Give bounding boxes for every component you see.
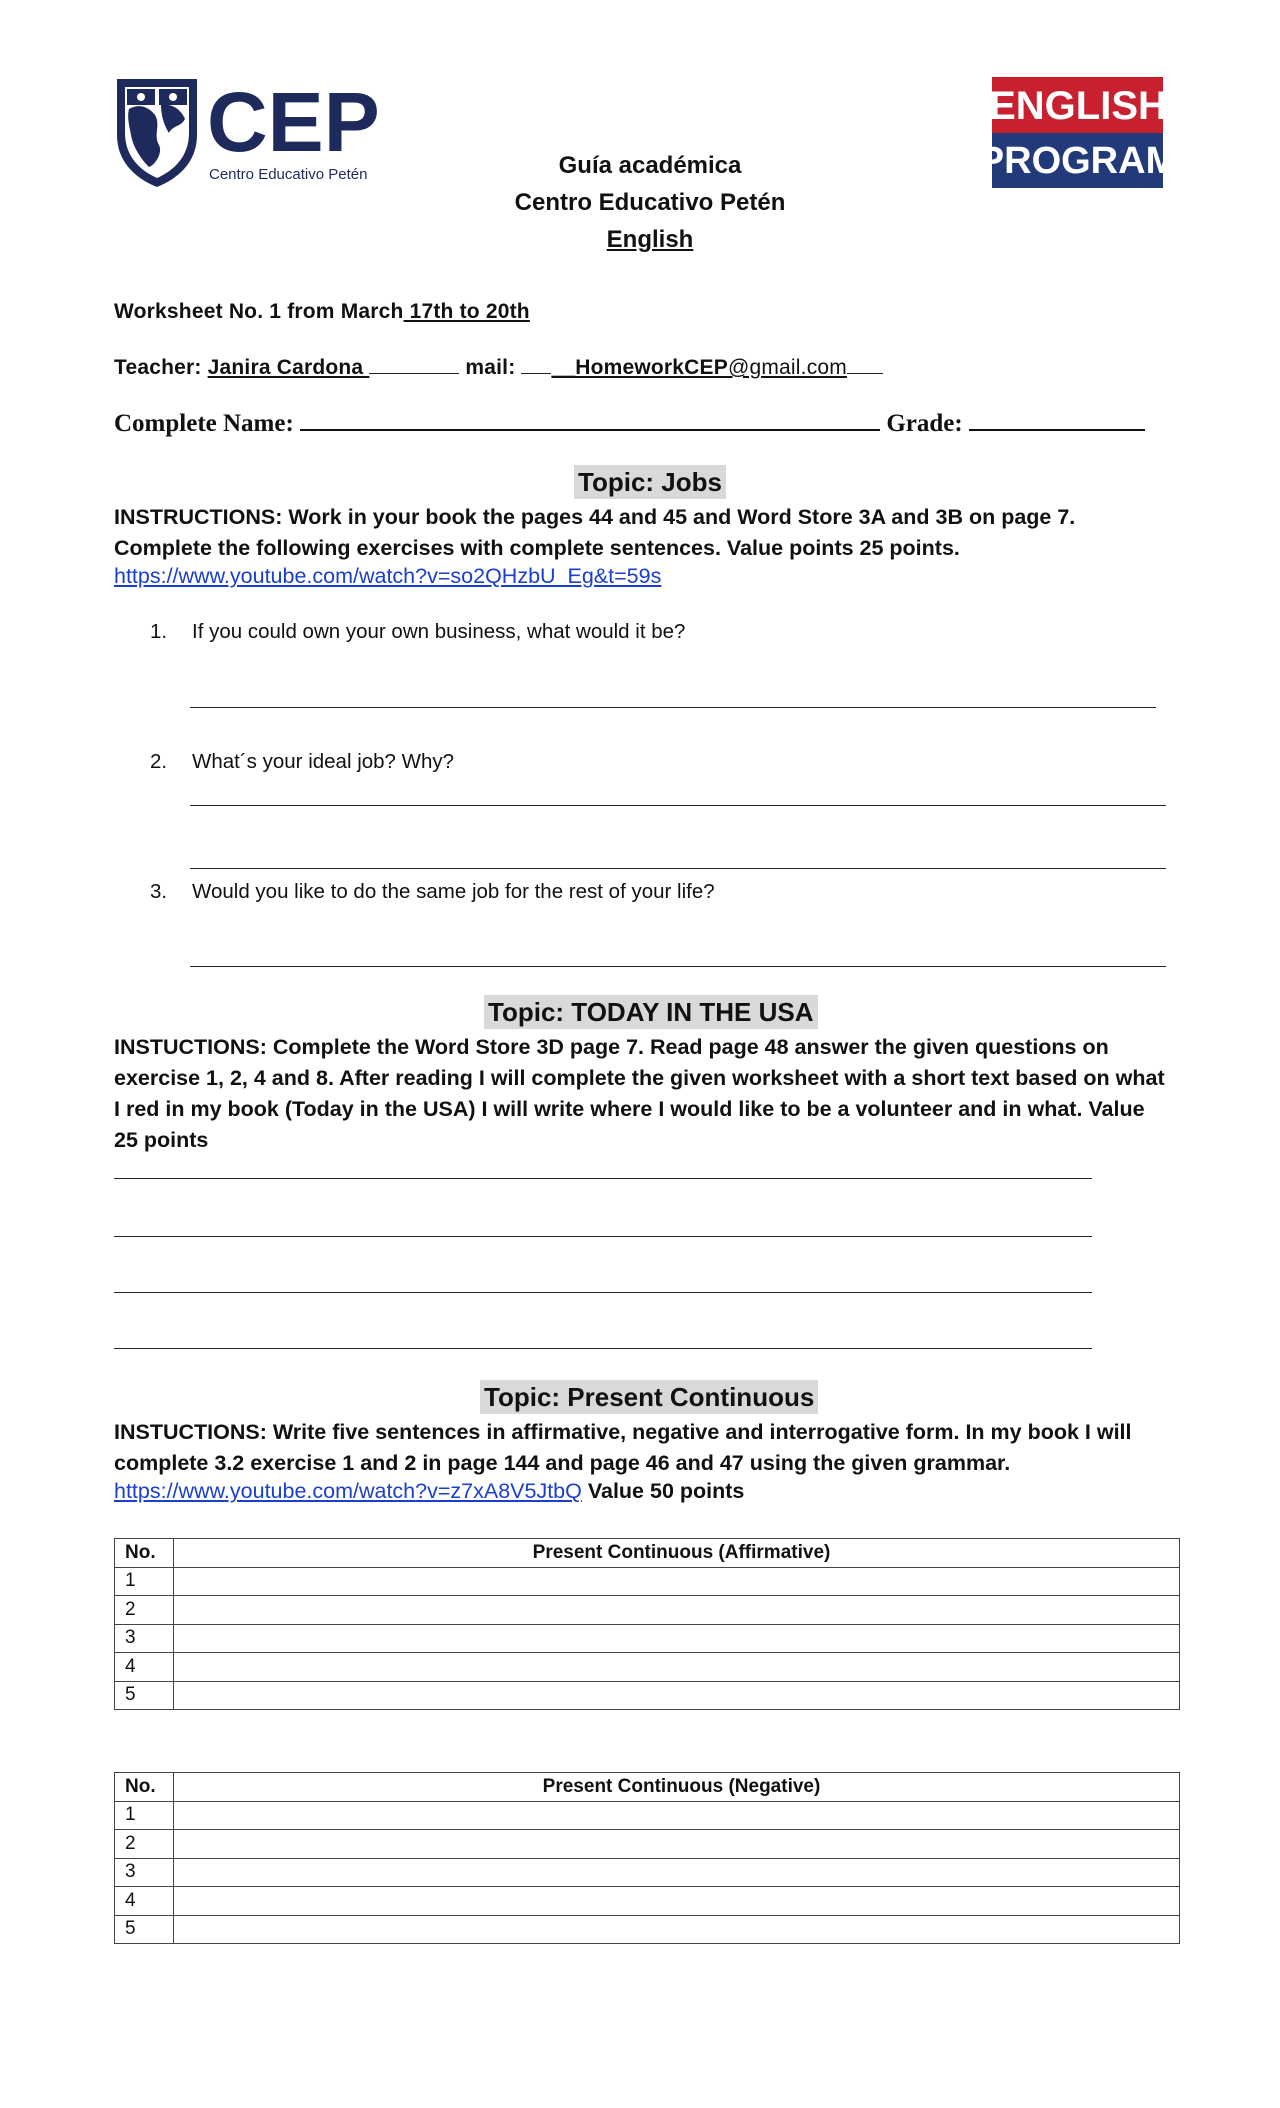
answer-line[interactable]	[190, 868, 1166, 869]
pc-value: Value 50 points	[581, 1479, 745, 1503]
writing-line[interactable]	[114, 1348, 1092, 1349]
table-row: 4	[115, 1653, 1180, 1682]
name-field[interactable]	[300, 429, 880, 431]
teacher-blank	[369, 373, 459, 374]
answer-line[interactable]	[190, 966, 1166, 967]
table-header-no: No.	[115, 1773, 174, 1802]
writing-line[interactable]	[114, 1178, 1092, 1179]
answer-cell[interactable]	[174, 1567, 1180, 1596]
answer-cell[interactable]	[174, 1887, 1180, 1916]
title-school: Centro Educativo Petén	[514, 189, 786, 216]
mail-label: mail:	[459, 356, 522, 379]
answer-cell[interactable]	[174, 1801, 1180, 1830]
table-row: 4	[115, 1887, 1180, 1916]
grade-field[interactable]	[969, 429, 1145, 431]
table-row: 2	[115, 1596, 1180, 1625]
jobs-instructions: INSTRUCTIONS: Work in your book the pages 44 and 45 and Word Store 3A and 3B on page 7. Complete the following exercises with complete sentences. Value points 25 points.	[114, 505, 1076, 560]
answer-cell[interactable]	[174, 1596, 1180, 1625]
title-guia: Guía académica	[558, 152, 742, 179]
grade-label: Grade:	[880, 410, 969, 437]
topic-present-continuous: Topic: Present Continuous	[480, 1380, 818, 1414]
cep-logo	[115, 75, 380, 190]
negative-table	[114, 1772, 1180, 1944]
mail-blank	[521, 373, 551, 374]
answer-cell[interactable]	[174, 1830, 1180, 1859]
worksheet-dates: 17th to 20th	[403, 300, 530, 323]
table-header-affirmative: Present Continuous (Affirmative)	[174, 1539, 1180, 1568]
answer-cell[interactable]	[174, 1681, 1180, 1710]
usa-instructions: INSTUCTIONS: Complete the Word Store 3D page 7. Read page 48 answer the given questions on exercise 1, 2, 4 and 8. After reading I will complete the given worksheet with a short text based on what I red in my book (Today in the USA) I will write where I would like to be a volunteer and in what. Value 25 points	[114, 1035, 1165, 1152]
affirmative-table	[114, 1538, 1180, 1710]
table-row: 1	[115, 1801, 1180, 1830]
logo-text: CEP	[207, 75, 380, 169]
complete-name-line	[114, 410, 1145, 438]
writing-line[interactable]	[114, 1292, 1092, 1293]
worksheet-line	[114, 300, 530, 324]
answer-line[interactable]	[190, 707, 1156, 708]
table-row: 1	[115, 1567, 1180, 1596]
topic-jobs: Topic: Jobs	[574, 465, 726, 499]
logo-subtitle: Centro Educativo Petén	[209, 166, 368, 183]
table-row: 5	[115, 1915, 1180, 1944]
table-row: 3	[115, 1624, 1180, 1653]
mail-domain: @gmail.com	[727, 356, 847, 379]
answer-line[interactable]	[190, 805, 1166, 806]
answer-cell[interactable]	[174, 1653, 1180, 1682]
title-subject: English	[606, 226, 694, 253]
writing-line[interactable]	[114, 1236, 1092, 1237]
badge-line2: PROGRAM	[978, 140, 1178, 182]
question-3: 3. Would you like to do the same job for the rest of your life?	[150, 880, 715, 903]
topic-today-in-the-usa: Topic: TODAY IN THE USA	[484, 995, 818, 1029]
teacher-line	[114, 356, 883, 380]
answer-cell[interactable]	[174, 1858, 1180, 1887]
mail-blank-2	[847, 373, 883, 374]
pc-instructions: INSTUCTIONS: Write five sentences in affirmative, negative and interrogative form. In my book I will complete 3.2 exercise 1 and 2 in page 144 and page 46 and 47 using the given grammar.	[114, 1420, 1132, 1475]
table-header-no: No.	[115, 1539, 174, 1568]
table-row: 2	[115, 1830, 1180, 1859]
table-header-negative: Present Continuous (Negative)	[174, 1773, 1180, 1802]
question-2: 2. What´s your ideal job? Why?	[150, 750, 455, 773]
answer-cell[interactable]	[174, 1915, 1180, 1944]
english-program-badge	[978, 75, 1178, 190]
mail-value: __HomeworkCEP	[551, 356, 728, 379]
name-label: Complete Name:	[114, 410, 301, 437]
teacher-label: Teacher:	[114, 356, 208, 379]
jobs-video-link[interactable]: https://www.youtube.com/watch?v=so2QHzbU_Eg&t=59s	[114, 564, 662, 588]
table-row: 3	[115, 1858, 1180, 1887]
worksheet-prefix: Worksheet No. 1 from March	[114, 300, 404, 323]
pc-video-link[interactable]: https://www.youtube.com/watch?v=z7xA8V5JtbQ	[114, 1479, 582, 1503]
teacher-name: Janira Cardona	[207, 356, 370, 379]
question-1: 1. If you could own your own business, what would it be?	[150, 620, 686, 643]
badge-line1: ENGLISH	[989, 84, 1167, 128]
table-row: 5	[115, 1681, 1180, 1710]
answer-cell[interactable]	[174, 1624, 1180, 1653]
